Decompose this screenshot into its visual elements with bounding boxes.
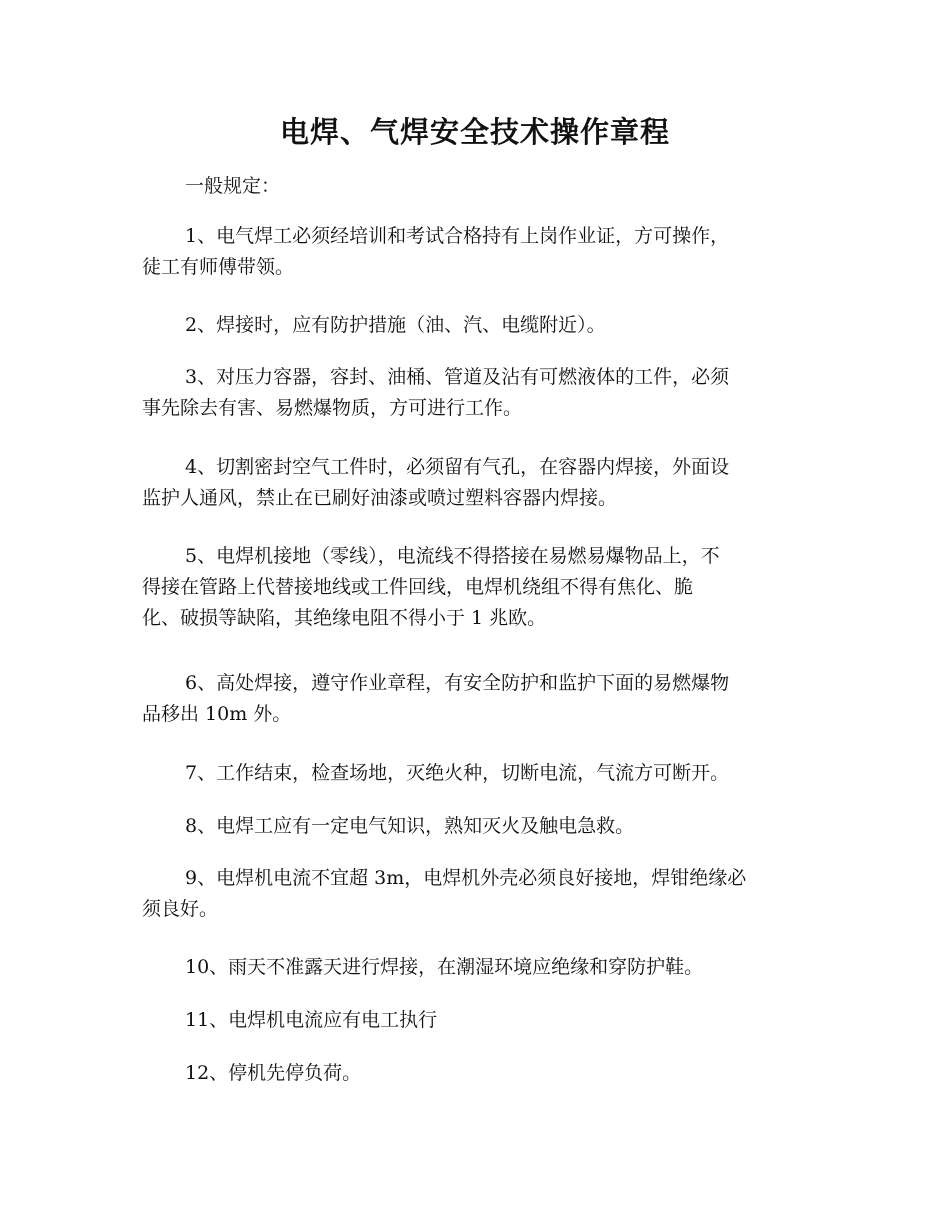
- rule-item-5: [142, 541, 810, 634]
- rule-item-10: [142, 952, 810, 983]
- rule-item-11: [142, 1005, 810, 1036]
- rule-line: 3、对压力容器，容封、油桶、管道及沾有可燃液体的工件，必须: [185, 366, 730, 388]
- rule-line: 化、破损等缺陷，其绝缘电阻不得小于 1 兆欧。: [142, 607, 547, 629]
- intro-line: 一般规定：: [185, 175, 281, 197]
- rule-line: 须良好。: [142, 898, 219, 920]
- rule-line: 监护人通风，禁止在已刷好油漆或喷过塑料容器内焊接。: [142, 487, 618, 509]
- rule-item-9: [142, 863, 810, 925]
- rule-line: 9、电焊机电流不宜超 3m，电焊机外壳必须良好接地，焊钳绝缘必: [185, 867, 747, 889]
- rule-line: 10、雨天不准露天进行焊接，在潮湿环境应绝缘和穿防护鞋。: [185, 956, 704, 978]
- rule-item-7: [142, 758, 810, 789]
- rule-item-2: [142, 310, 810, 341]
- rule-line: 2、焊接时，应有防护措施（油、汽、电缆附近）。: [185, 314, 606, 336]
- rule-item-1: [142, 221, 810, 283]
- rule-line: 12、停机先停负荷。: [185, 1062, 362, 1084]
- rule-item-3: [142, 362, 810, 424]
- document-title: 电焊、气焊安全技术操作章程: [279, 115, 670, 149]
- rule-line: 4、切割密封空气工件时，必须留有气孔，在容器内焊接，外面设: [185, 456, 730, 478]
- rule-line: 11、电焊机电流应有电工执行: [185, 1009, 438, 1031]
- rule-line: 品移出 10m 外。: [142, 703, 292, 725]
- rule-line: 6、高处焊接，遵守作业章程，有安全防护和监护下面的易燃爆物: [185, 672, 730, 694]
- rule-item-8: [142, 811, 810, 842]
- intro-text: [142, 171, 810, 202]
- rule-line: 1、电气焊工必须经培训和考试合格持有上岗作业证，方可操作，: [185, 225, 730, 247]
- rule-line: 5、电焊机接地（零线），电流线不得搭接在易燃易爆物品上，不: [185, 545, 720, 567]
- rule-line: 8、电焊工应有一定电气知识，熟知灭火及触电急救。: [185, 815, 635, 837]
- rule-item-6: [142, 668, 810, 730]
- rule-item-4: [142, 452, 810, 514]
- rule-line: 7、工作结束，检查场地，灭绝火种，切断电流，气流方可断开。: [185, 762, 730, 784]
- rule-line: 得接在管路上代替接地线或工件回线，电焊机绕组不得有焦化、脆: [142, 576, 694, 598]
- rule-item-12: [142, 1058, 810, 1089]
- rule-line: 事先除去有害、易燃爆物质，方可进行工作。: [142, 397, 523, 419]
- rule-line: 徒工有师傅带领。: [142, 256, 295, 278]
